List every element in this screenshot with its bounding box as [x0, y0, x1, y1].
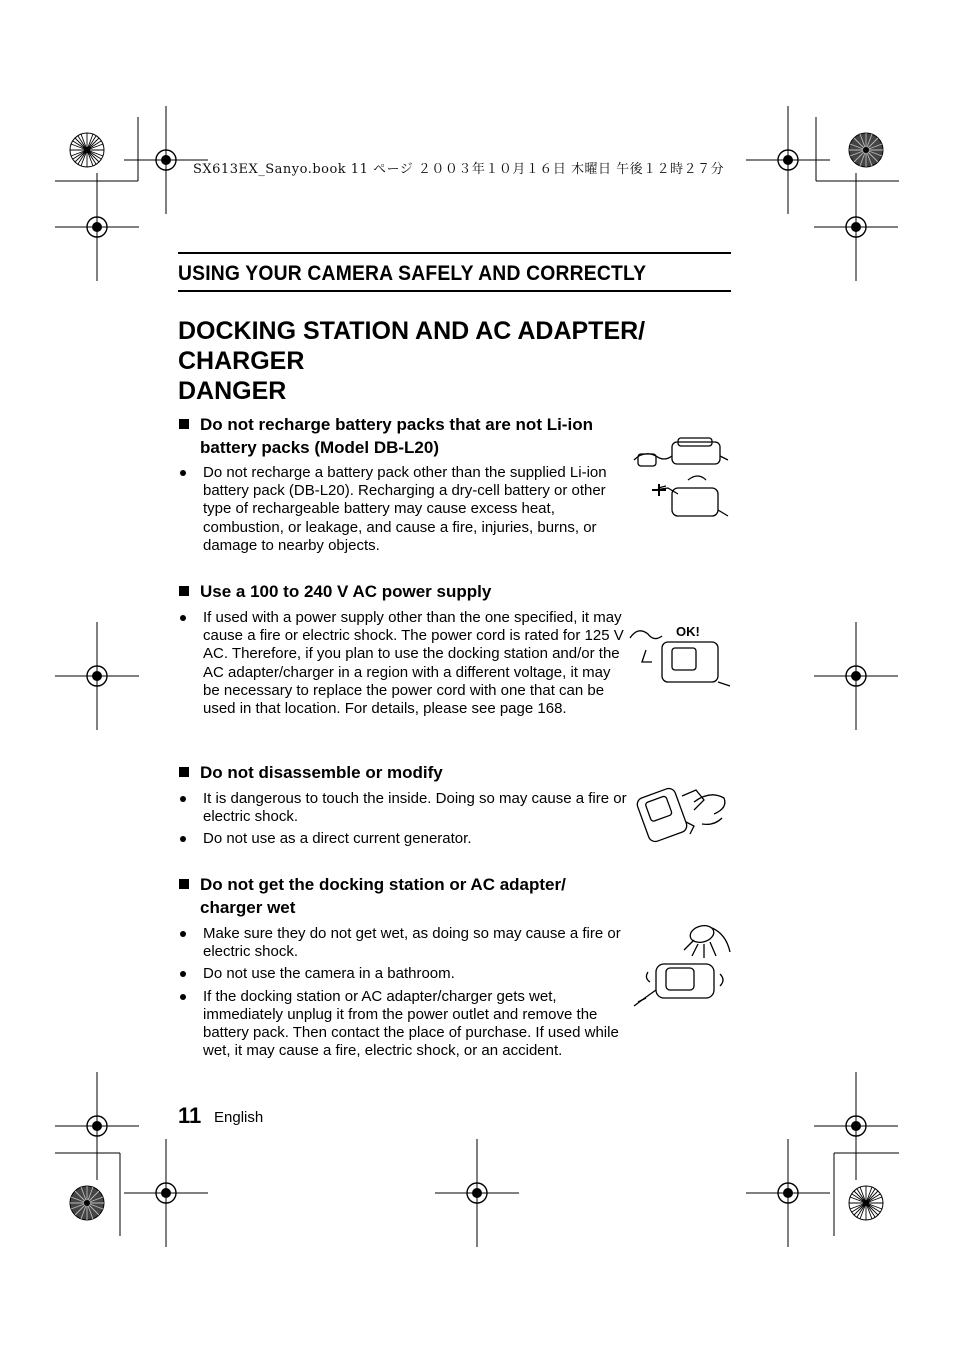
list-item: It is dangerous to touch the inside. Doing so may cause a fire or electric shock.: [178, 790, 628, 826]
square-bullet-icon: [179, 767, 189, 777]
water-warning-illustration: [632, 920, 732, 1012]
list-item: If used with a power supply other than the one specified, it may cause a fire or electric shock. The power cord is rated for 125 V AC. Therefore, if you plan to use the docking station and/or the AC adapter/charger in a region with a different voltage, it may be necessary to replace the power cord with one that can be used in that location. For details, please see page 168.: [178, 609, 628, 718]
page-title-line: DOCKING STATION AND AC ADAPTER/: [178, 317, 646, 345]
list-item: Do not use the camera in a bathroom.: [178, 965, 628, 983]
page-title: [178, 316, 645, 406]
warning-heading: [178, 873, 628, 919]
square-bullet-icon: [179, 419, 189, 429]
star-target-icon: [849, 133, 883, 167]
bullet-icon: [180, 836, 186, 842]
bullet-icon: [180, 796, 186, 802]
bullet-icon: [180, 971, 186, 977]
warning-section: [178, 761, 628, 849]
warning-section: [178, 873, 628, 1060]
heading-line: Use a 100 to 240 V AC power supply: [200, 582, 492, 601]
power-supply-ok-illustration: [628, 620, 732, 690]
heading-line: Do not get the docking station or AC adapter/: [200, 875, 566, 894]
heading-line: Do not disassemble or modify: [200, 763, 443, 782]
warning-section: [178, 580, 628, 718]
star-target-icon: [849, 1186, 883, 1220]
list-item: Make sure they do not get wet, as doing so may cause a fire or electric shock.: [178, 925, 628, 961]
list-item: Do not use as a direct current generator.: [178, 830, 628, 848]
print-header: SX613EX_Sanyo.book 11 ページ ２００３年１０月１６日 木曜日 午後１２時２７分: [193, 162, 725, 177]
warning-heading: [178, 413, 628, 459]
section-rule-bottom: [178, 290, 731, 292]
page-title-line: DANGER: [178, 377, 287, 405]
warning-heading: [178, 761, 628, 784]
bullet-icon: [180, 470, 186, 476]
language-label: English: [214, 1109, 264, 1126]
heading-line: Do not recharge battery packs that are not Li-ion: [200, 415, 593, 434]
square-bullet-icon: [179, 586, 189, 596]
warning-section: [178, 413, 628, 555]
battery-charger-illustration: [632, 430, 730, 520]
star-target-icon: [70, 133, 104, 167]
list-item: Do not recharge a battery pack other than the supplied Li-ion battery pack (DB-L20). Recharging a dry-cell battery or other type of rechargeable battery may cause excess heat, combustion, or leakage, and cause a fire, injuries, burns, or damage to nearby objects.: [178, 464, 628, 555]
bullet-icon: [180, 994, 186, 1000]
page-number: 11: [178, 1103, 202, 1128]
star-target-icon: [70, 1186, 104, 1220]
ok-label: OK!: [676, 624, 700, 639]
page-title-line: CHARGER: [178, 347, 305, 375]
heading-line: charger wet: [200, 898, 296, 917]
warning-heading: [178, 580, 628, 603]
list-item: If the docking station or AC adapter/charger gets wet, immediately unplug it from the power outlet and remove the battery pack. Then contact the place of purchase. If used while wet, it may cause a fire, electric shock, or an accident.: [178, 988, 628, 1061]
heading-line: battery packs (Model DB-L20): [200, 438, 439, 457]
square-bullet-icon: [179, 879, 189, 889]
section-title: USING YOUR CAMERA SAFELY AND CORRECTLY: [178, 262, 647, 285]
bullet-icon: [180, 615, 186, 621]
section-rule-top: [178, 252, 731, 254]
disassemble-illustration: [632, 782, 730, 846]
bullet-icon: [180, 931, 186, 937]
